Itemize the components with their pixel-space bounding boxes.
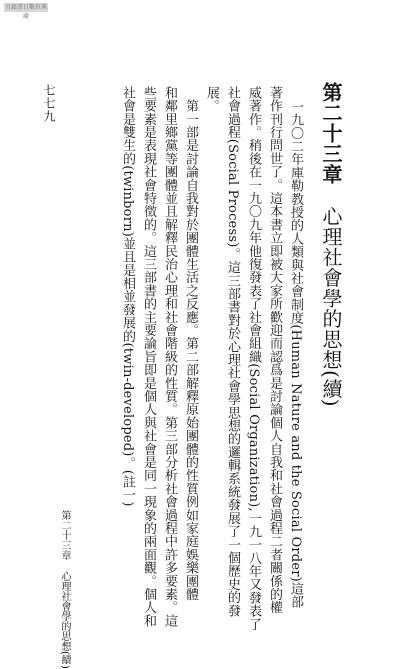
text-column-5: 展。 — [204, 86, 219, 113]
text-column-6: 第一部是討論自我對於團體生活之反應。第二部解釋原始團體的性質例如家庭娛樂團體 — [183, 86, 198, 601]
chapter-heading — [316, 82, 346, 432]
page-number: 七七九 — [42, 84, 56, 123]
library-watermark-stamp: 古籍書目數位典藏 — [4, 4, 47, 20]
chapter-title-text: 心理社會學的思想(續) — [319, 205, 343, 408]
text-column-2: 著作刊行問世了。這本書立即被大家所歡迎而認爲是討論個人自我和社會過程二者關係的權 — [267, 86, 282, 614]
text-column-1: 一九〇二年庫勒教授的人類與社會制度(Human Nature and the Social Order)這部 — [288, 100, 303, 609]
text-column-3: 威著作。稍後在一九〇九年他復發表了社會組織(Social Organization),一九一八年又發表了 — [246, 86, 261, 631]
text-column-4: 社會過程(Social Process)。這三部書對於心理社會學思想的邏輯系統發展了一個歷史的發 — [225, 86, 240, 618]
text-column-7: 和鄰里鄉黨等團體並且解釋民治心理和社會階級的性質。第三部分析社會過程中許多要素。這 — [162, 86, 177, 628]
running-head — [56, 510, 72, 669]
running-head-title: 心理社會學的思想(續) — [59, 571, 70, 669]
text-column-9: 社會是雙生的(twinborn)並且是相並發展的(twin-developed)。(註一) — [120, 86, 135, 507]
text-column-8: 些要素是表現社會特徵的。這三部書的主要論旨即是個人與社會是同一現象的兩面觀。個人和 — [141, 86, 156, 628]
chapter-number: 第二十三章 — [319, 82, 343, 185]
running-head-chapter: 第二十三章 — [59, 510, 70, 560]
